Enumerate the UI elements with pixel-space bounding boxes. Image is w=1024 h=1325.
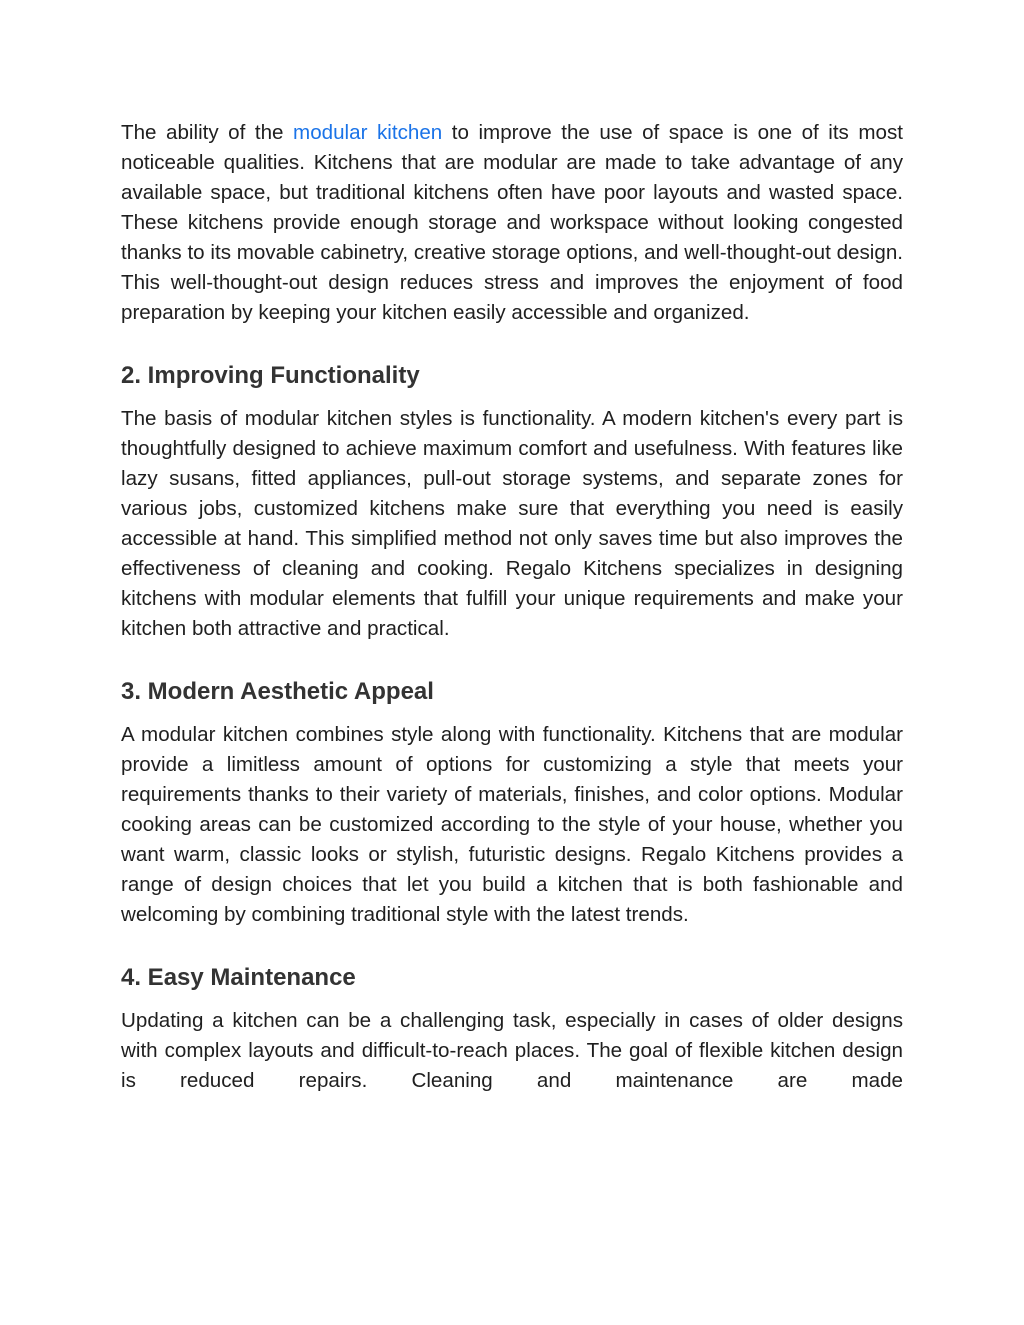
modular-kitchen-link[interactable]: modular kitchen (293, 121, 443, 144)
section-paragraph: The basis of modular kitchen styles is functionality. A modern kitchen's every part is thoughtfully designed to achieve maximum comfort and usefulness. With features like lazy susans, fitted appliances, pull-out storage systems, and separate zones for various jobs, customized kitchens make sure that everything you need is easily accessible at hand. This simplified method not only saves time but also improves the effectiveness of cleaning and cooking. Regalo Kitchens specializes in designing kitchens with modular elements that fulfill your unique requirements and make your kitchen both attractive and practical. (121, 407, 903, 640)
section-heading: 2. Improving Functionality (121, 362, 420, 389)
section-heading: 4. Easy Maintenance (121, 964, 356, 991)
section-paragraph: Updating a kitchen can be a challenging task, especially in cases of older designs with complex layouts and difficult-to-reach places. The goal of flexible kitchen design is reduced repairs. Cleaning and maintenance are made (121, 1009, 903, 1092)
section-heading: 3. Modern Aesthetic Appeal (121, 678, 434, 705)
section-improving-functionality (121, 360, 903, 644)
intro-paragraph (121, 118, 903, 328)
document-page (121, 118, 903, 1128)
section-easy-maintenance (121, 962, 903, 1096)
section-modern-aesthetic-appeal (121, 676, 903, 930)
section-paragraph: A modular kitchen combines style along with functionality. Kitchens that are modular provide a limitless amount of options for customizing a style that meets your requirements thanks to their variety of materials, finishes, and color options. Modular cooking areas can be customized according to the style of your house, whether you want warm, classic looks or stylish, futuristic designs. Regalo Kitchens provides a range of design choices that let you build a kitchen that is both fashionable and welcoming by combining traditional style with the latest trends. (121, 723, 903, 926)
intro-text-after-link: to improve the use of space is one of its most noticeable qualities. Kitchens that are modular are made to take advantage of any available space, but traditional kitchens often have poor layouts and wasted space. These kitchens provide enough storage and workspace without looking congested thanks to its movable cabinetry, creative storage options, and well-thought-out design. This well-thought-out design reduces stress and improves the enjoyment of food preparation by keeping your kitchen easily accessible and organized. (121, 121, 904, 324)
intro-text-before-link: The ability of the (121, 121, 294, 144)
